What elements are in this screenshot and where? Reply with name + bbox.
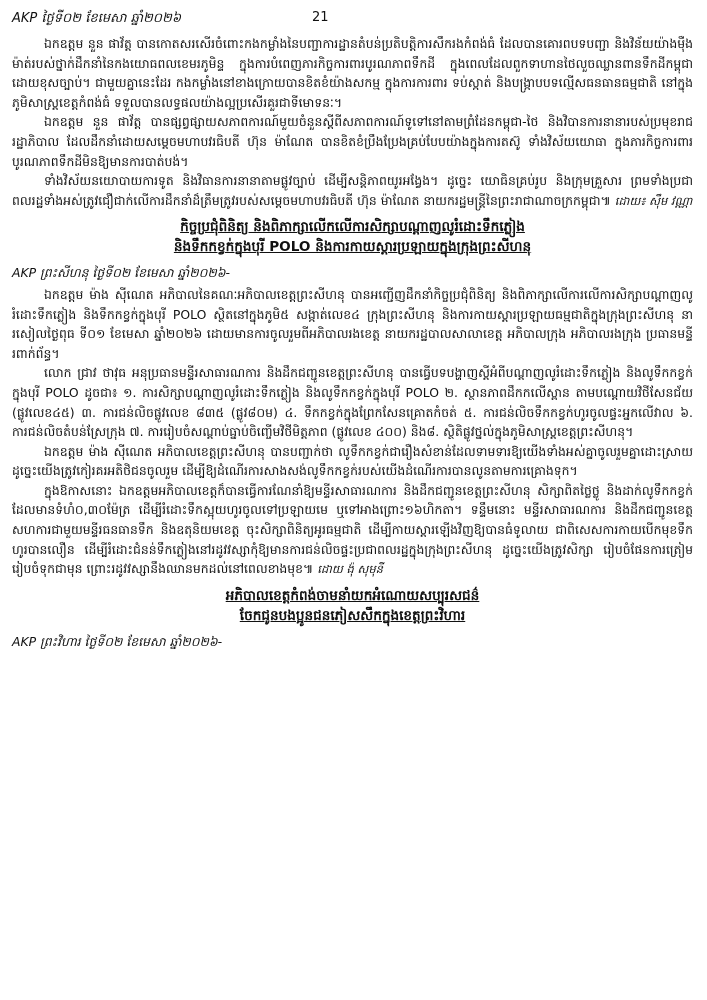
article-paragraph: លោក ជ្រាវ ថាវុធ អនុប្រធានមន្ទីរសាធារណការ និងដឹកជញ្ជូនខេត្តព្រះសីហនុ បានធ្វើបទបង្ហាញស្តីអំពីបណ្តាញលូរំដោះទឹកភ្លៀង និងលូទឹកកខ្វក់ក្នុងបុរី POLO ដូចជា៖ ១. ការសិក្សាបណ្តាញលូរំដោះទឹកភ្លៀង និងលូទឹកកខ្វក់ក្នុងបុរី POLO ២. ស្ថានភាពដឹកកលើស្ពាន តាមបណ្តោយវិថីសែនជ័យ (ផ្លូវលេខ៤៥) ៣. ការជន់លិចផ្លូវលេខ ៨៣៥ (ផ្លូវ៨០ម) ៤. ទឹកកខ្វក់ក្នុងព្រែកសែនគ្រោតកំចត់ ៥. ការជន់លិចទឹកកខ្វក់ហូរចូលផ្ទះអ្នកលើវាល ៦. ការជន់លិចតំបន់ស្រែក្រុង ៧. ការរៀបចំសណ្តាប់ធ្នាប់ចិញ្ចើមវិថីមិត្តភាព (ផ្លូវលេខ ៤០០) និង៨. ស្ថិតិផ្លូវថ្នល់ក្នុងភូមិសាស្ត្រខេត្តព្រះសីហនុ។ [12, 365, 693, 440]
headline-line-2: ចែកជូនបងប្អូនជនភៀសសឹកក្នុងខេត្តព្រះវិហារ [239, 607, 466, 624]
article-headline [12, 586, 693, 626]
page-header [12, 10, 695, 32]
article-paragraph-text: ក្នុងឱកាសនោះ ឯកឧត្តមអភិបាលខេត្តក៏បានធ្វើការណែនាំឱ្យមន្ទីរសាធារណការ និងដឹកជញ្ជូនខេត្តព្រះសីហនុ សិក្សាពិតថ្លៃថ្លូ និងដាក់លូទឹកកខ្វក់ដែលមានទំហំ០,៣០ម៉ែត្រ ដើម្បីរំដោះទឹកស្អុយហូរចូលទៅប្រឡាយមេ ឬទៅអាងព្រោះ១៦ហិកតា។ ទន្ទឹមនោះ មន្ទីរសាធារណការ និងដឹកជញ្ជូនខេត្ត សហការជាមួយមន្ទីរធនធានទឹក និងឧតុនិយមខេត្ត ចុះសិក្សាពិនិត្យអូរធម្មជាតិ ដើម្បីកាយស្តារឡើងវិញឱ្យបានធំទូលាយ ជាពិសេសការកាយបើកមុខទឹកហូរបានលឿន ដើម្បីរំដោះជំនន់ទឹកភ្លៀងនៅរដូវវស្សាកុំឱ្យមានការជន់លិចផ្ទះប្រជាពលរដ្ឋក្នុងក្រុងព្រះសីហនុ ដូច្នេះយើងត្រូវសិក្សា រៀបចំផែនការត្រៀមរៀបចំទុកជាមុន ព្រោះរដូវវស្សានឹងឈានមកដល់នៅពេលខាងមុខ៕ [12, 482, 693, 577]
headline-line-1: កិច្ចប្រជុំពិនិត្យ និងពិភាក្សាលើកលើការសិក្សាបណ្តាញលូរំដោះទឹកភ្លៀង [180, 219, 525, 236]
article-byline: ដោយ៖ ស៊ឹម វណ្ណា [614, 193, 693, 208]
article-donation [12, 586, 693, 652]
article-byline: ដោយ ង៉ុ សុមុនី [317, 562, 383, 577]
article-paragraph [12, 481, 693, 580]
article-headline [12, 217, 693, 257]
article-paragraph: ឯកឧត្តម ម៉ាង ស៊ីណេត អភិបាលនៃគណៈអភិបាលខេត្តព្រះសីហនុ បានអញ្ជើញដឹកនាំកិច្ចប្រជុំពិនិត្យ និងពិភាក្សាលើការលើការសិក្សាបណ្តាញលូរំដោះទឹកភ្លៀង និងទឹកកខ្វក់ក្នុងបុរី POLO ស្ថិតនៅក្នុងភូមិ៥ សង្កាត់លេខ៤ ក្រុងព្រះសីហនុ និងការកាយស្តារប្រឡាយធម្មជាតិក្នុងក្រុងព្រះសីហនុ នារសៀលថ្ងៃពុធ ទី០១ ខែមេសា ឆ្នាំ២០២៦ ដោយមានការចូលរួមពីអភិបាលរងខេត្ត នាយករដ្ឋបាលសាលាខេត្ត អភិបាលក្រុង អភិបាលរងក្រុង ប្រធានមន្ទីរពាក់ព័ន្ធ។ [12, 286, 693, 361]
article-paragraph [12, 171, 693, 211]
article-dateline: AKP ព្រះវិហារ ថ្ងៃទី០២ ខែមេសា ឆ្នាំ២០២៦- [12, 633, 223, 649]
article-dateline: AKP ព្រះសីហនុ ថ្ងៃទី០២ ខែមេសា ឆ្នាំ២០២៦- [12, 265, 230, 281]
header-dateline: AKP ថ្ងៃទី០២ ខែមេសា ឆ្នាំ២០២៦ [12, 11, 182, 26]
article-paragraph: ឯកឧត្តម នួន ផាវ័ត្ត បានកោតសរសើរចំពោះកងកម្លាំងនៃបញ្ជាការដ្ឋានតំបន់ប្រតិបត្តិការសឹករងកំពង់ធំ ដែលបានគោរពបទបញ្ជា និងវិន័យយ៉ាងម៉ឺងម៉ាត់របស់ថ្នាក់ដឹកនាំនៃកងយោធពលខេមរភូមិន្ទ ក្នុងការបំពេញភារកិច្ចការពារបូរណភាពទឹកដី ក្នុងពេលដែលពួកទាហានថៃលួចឈ្លានពានទឹកដីកម្ពុជាដោយខុសច្បាប់។ ជាមួយគ្នានេះដែរ កងកម្លាំងនៅខាងក្រោយបានខិតខំយ៉ាងសកម្ម ក្នុងការការពារ ទប់ស្កាត់ និងបង្ក្រាបបទល្មើសធនធានធម្មជាតិ នៅក្នុងភូមិសាស្ត្រខេត្តកំពង់ធំ ទទួលបានលទ្ធផលយ៉ាងល្អប្រសើរគួរជាទីមោទនៈ។ [12, 36, 693, 110]
article-polo-drainage [12, 217, 693, 580]
article-border-defense [12, 34, 693, 211]
headline-line-2: និងទឹកកខ្វក់ក្នុងបុរី POLO និងការកាយស្តារប្រឡាយក្នុងក្រុងព្រះសីហនុ [173, 239, 532, 256]
headline-line-1: អភិបាលខេត្តកំពង់ចាមនាំយកអំណោយសប្បុរសជន៌ [225, 587, 480, 604]
article-paragraph: ឯកឧត្តម នួន ផាវ័ត្ត បានផ្សព្វផ្សាយសភាពការណ៍មួយចំនួនស្តីពីសភាពការណ៍ទូទៅនៅតាមព្រំដែនកម្ពុជា-ថៃ និងវិបានការនានារបស់ប្រមុខរាជរដ្ឋាភិបាល ដែលដឹកនាំដោយសម្តេចមហាបវរធិបតី ហ៊ុន ម៉ាណែត បានខិតខំប្រឹងប្រែងគ្រប់បែបយ៉ាងក្នុងការតស៊ូ ទាំងវិស័យយោធា ក្នុងភារកិច្ចការពារបូរណភាពទឹកដីមិនឱ្យមានការបាត់បង់។ [12, 114, 693, 169]
page-content [12, 34, 693, 653]
article-paragraph-text: ទាំងវិស័យនយោបាយការទូត និងវិធានការនានាតាមផ្លូវច្បាប់ ដើម្បីសន្តិភាពយូរអង្វែង។ ដូច្នេះ យោធិនគ្រប់រូប និងក្រុមគ្រួសារ ព្រមទាំងប្រជាពលរដ្ឋទាំងអស់ត្រូវជឿជាក់លើការដឹកនាំដ៏ត្រឹមត្រូវរបស់សម្តេចមហាបវរធិបតី ហ៊ុន ម៉ាណែត នាយករដ្ឋមន្ត្រីនៃព្រះរាជាណាចក្រកម្ពុជា៕ [12, 173, 693, 208]
page-number: 21 [312, 10, 329, 25]
article-paragraph: ឯកឧត្តម ម៉ាង ស៊ីណេត អភិបាលខេត្តព្រះសីហនុ បានបញ្ជាក់ថា លូទឹកកខ្វក់ជារឿងសំខាន់ដែលទាមទារឱ្យយើងទាំងអស់គ្នាចូលរួមគ្នាដោះស្រាយ ដូច្នេះយើងត្រូវកៀរគរអតិថិជនចូលរួម ដើម្បីឱ្យដំណើរការសាងសង់លូទឹកកខ្វក់របស់យើងដំណើរការបានលូនតាមការគ្រោងទុក។ [12, 443, 693, 479]
